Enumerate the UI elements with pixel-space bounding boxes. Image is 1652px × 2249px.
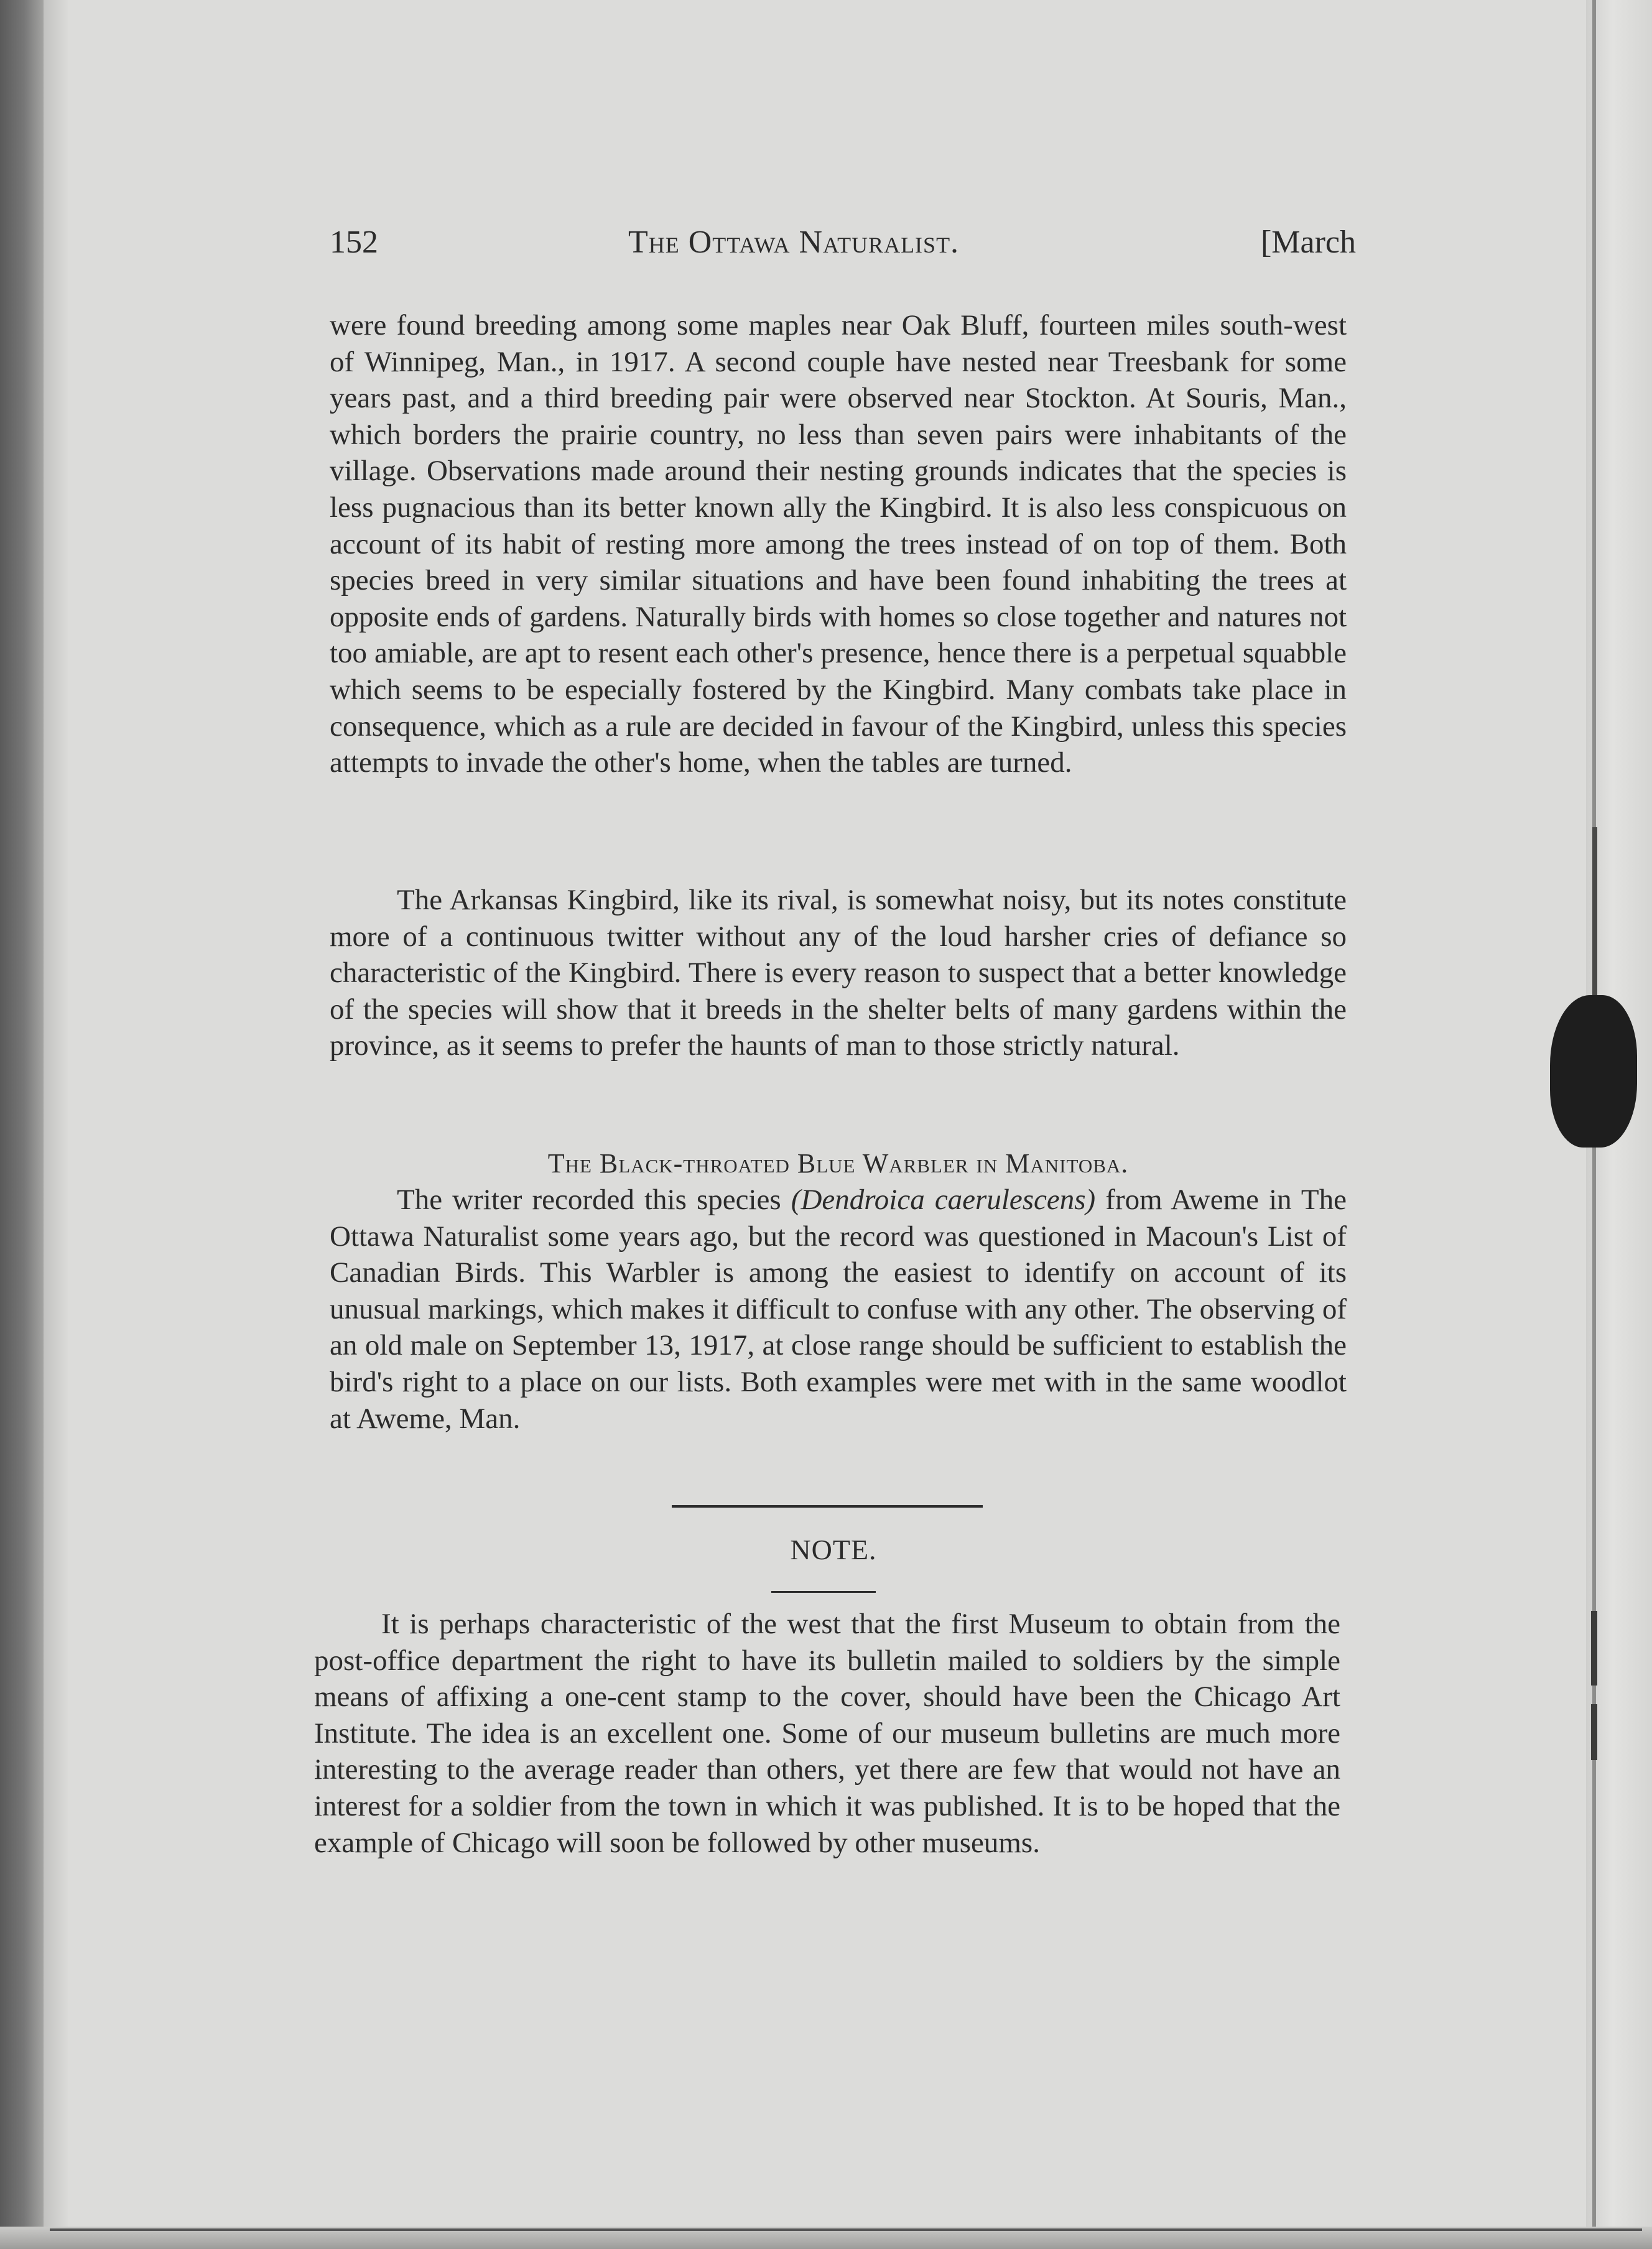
species-name: (Dendroica caerulescens) xyxy=(791,1184,1096,1216)
note-heading: NOTE. xyxy=(790,1534,877,1565)
binding-clip-stem xyxy=(1592,827,1597,1014)
paragraph-warbler xyxy=(330,1182,1347,1437)
running-month: [March xyxy=(1260,225,1356,260)
binding-mark xyxy=(1591,1704,1597,1760)
warbler-text-start: The writer recorded this species xyxy=(397,1184,791,1216)
bottom-edge-line xyxy=(50,2228,1642,2231)
section-heading-warbler: The Black-throated Blue Warbler in Manitoba. xyxy=(547,1148,1129,1179)
running-header xyxy=(330,224,1356,274)
warbler-text-rest: from Aweme in The Ottawa Naturalist some years ago, but the record was questioned in Macoun's List of Canadian Birds. This Warbler is among the easiest to identify on account of its unusual markings, which makes it difficult to confuse with any other. The observing of an old male on September 13, 1917, at close range should be sufficient to establish the bird's right to a place on our lists. Both examples were met with in the same woodlot at Aweme, Man. xyxy=(330,1184,1347,1435)
page-number: 152 xyxy=(330,225,378,260)
left-binding-shadow xyxy=(0,0,44,2249)
note-underline xyxy=(771,1591,876,1593)
paragraph-arkansas-kingbird-notes: The Arkansas Kingbird, like its rival, is somewhat noisy, but its notes constitute more of a continuous twitter without any of the loud harsher cries of defiance so characteristic of the Kingbird. There is every reason to suspect that a better knowledge of the species will show that it breeds in the shelter belts of many gardens within the province, as it seems to prefer the haunts of man to those strictly natural. xyxy=(330,884,1347,1062)
paragraph-arkansas-kingbird-habits: were found breeding among some maples near Oak Bluff, fourteen miles south-west of Winnipeg, Man., in 1917. A second couple have nested near Treesbank for some years past, and a third breeding pair were observed near Stockton. At Souris, Man., which borders the prairie country, no less than seven pairs were inhabitants of the village. Observations made around their nesting grounds indicates that the species is less pugnacious than its better known ally the Kingbird. It is also less conspicuous on account of its habit of resting more among the trees instead of on top of them. Both species breed in very similar situations and have been found inhabiting the trees at opposite ends of gardens. Naturally birds with homes so close together and natures not too amiable, are apt to resent each other's presence, hence there is a perpetual squabble which seems to be especially fostered by the Kingbird. Many combats take place in consequence, which as a rule are decided in favour of the Kingbird, unless this species attempts to invade the other's home, when the tables are turned. xyxy=(330,309,1347,779)
binding-mark xyxy=(1591,1611,1597,1686)
running-title: The Ottawa Naturalist. xyxy=(628,225,960,260)
binding-clip xyxy=(1550,995,1637,1148)
section-divider xyxy=(672,1505,983,1508)
left-page-edge xyxy=(44,0,68,2249)
paragraph-note: It is perhaps characteristic of the west that the first Museum to obtain from the post-office department the right to have its bulletin mailed to soldiers by the simple means of affixing a one-cent stamp to the cover, should have been the Chicago Art Institute. The idea is an excellent one. Some of our museum bulletins are much more interesting to the average reader than others, yet there are few that would not have an interest for a soldier from the town in which it was published. It is to be hoped that the example of Chicago will soon be followed by other museums. xyxy=(314,1608,1340,1859)
